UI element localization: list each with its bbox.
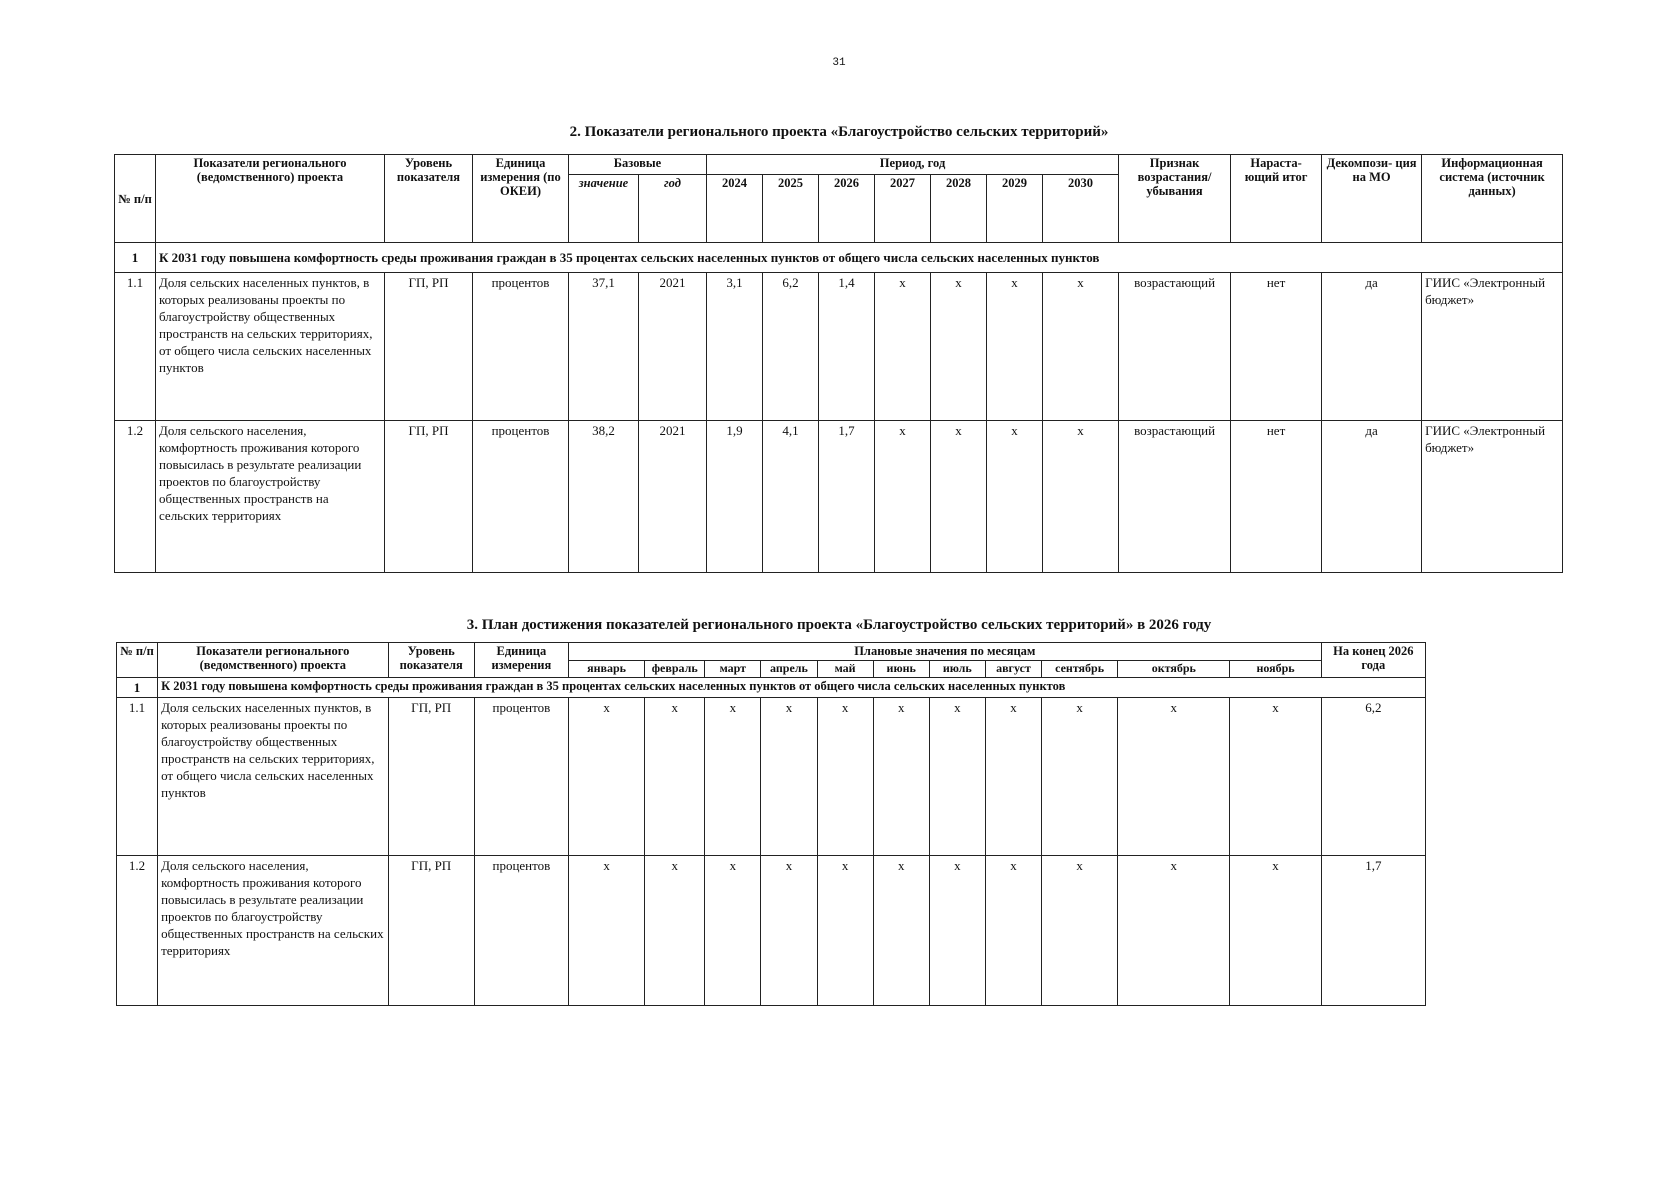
header-month: ноябрь	[1230, 661, 1321, 678]
row-indicator: Доля сельского населения, комфортность проживания которого повысилась в результате реализации проектов по благоустройству общественных пространств на сельских территориях	[156, 421, 385, 573]
row-year-value: х	[931, 421, 987, 573]
monthly-plan-table	[116, 642, 1426, 1006]
goal-text: К 2031 году повышена комфортность среды проживания граждан в 35 процентах сельских населенных пунктов от общего числа сельских населенных пунктов	[158, 678, 1426, 698]
header-year: 2024	[707, 175, 763, 243]
header-month: сентябрь	[1042, 661, 1118, 678]
indicators-table	[114, 154, 1563, 573]
row-month-value: х	[761, 698, 817, 856]
header-month: январь	[568, 661, 644, 678]
row-base-value: 38,2	[569, 421, 639, 573]
row-month-value: х	[873, 856, 929, 1006]
row-num: 1.2	[115, 421, 156, 573]
header-decomposition: Декомпози- ция на МО	[1322, 155, 1422, 243]
row-month-value: х	[1118, 856, 1230, 1006]
row-level: ГП, РП	[385, 273, 473, 421]
header-year: 2028	[931, 175, 987, 243]
row-decomposition: да	[1322, 273, 1422, 421]
header-info-system: Информационная система (источник данных)	[1422, 155, 1563, 243]
row-num: 1.1	[115, 273, 156, 421]
header-month: май	[817, 661, 873, 678]
header-month: февраль	[645, 661, 705, 678]
row-month-value: х	[1042, 698, 1118, 856]
row-indicator: Доля сельского населения, комфортность проживания которого повысилась в результате реализации проектов по благоустройству общественных пространств на сельских территориях	[158, 856, 389, 1006]
header-year: 2027	[875, 175, 931, 243]
header-unit: Единица измерения (по ОКЕИ)	[473, 155, 569, 243]
row-month-value: х	[1042, 856, 1118, 1006]
header-cumulative: Нараста- ющий итог	[1231, 155, 1322, 243]
row-month-value: х	[1230, 698, 1321, 856]
section2-title: 2. Показатели регионального проекта «Благоустройство сельских территорий»	[569, 124, 1109, 140]
row-sign: возрастающий	[1119, 421, 1231, 573]
row-unit: процентов	[474, 856, 568, 1006]
header-num: № п/п	[117, 643, 158, 678]
row-level: ГП, РП	[388, 856, 474, 1006]
row-indicator: Доля сельских населенных пунктов, в которых реализованы проекты по благоустройству общественных пространств на сельских территориях, от общего числа сельских населенных пунктов	[156, 273, 385, 421]
row-year-value: 3,1	[707, 273, 763, 421]
table-row	[115, 273, 1563, 421]
header-base: Базовые	[569, 155, 707, 175]
row-year-value: х	[987, 273, 1043, 421]
header-month: июль	[929, 661, 985, 678]
header-indicator: Показатели регионального (ведомственного) проекта	[158, 643, 389, 678]
header-unit: Единица измерения	[474, 643, 568, 678]
header-num: № п/п	[115, 155, 156, 243]
row-year-value: х	[1043, 273, 1119, 421]
row-decomposition: да	[1322, 421, 1422, 573]
row-year-end: 6,2	[1321, 698, 1425, 856]
header-month: март	[705, 661, 761, 678]
row-month-value: х	[1230, 856, 1321, 1006]
row-year-value: х	[875, 421, 931, 573]
header-period: Период, год	[707, 155, 1119, 175]
row-year-value: 6,2	[763, 273, 819, 421]
row-indicator: Доля сельских населенных пунктов, в которых реализованы проекты по благоустройству общественных пространств на сельских территориях, от общего числа сельских населенных пунктов	[158, 698, 389, 856]
page-number: 31	[832, 57, 846, 69]
row-num: 1.1	[117, 698, 158, 856]
row-month-value: х	[817, 698, 873, 856]
row-num: 1.2	[117, 856, 158, 1006]
header-level: Уровень показателя	[388, 643, 474, 678]
row-year-value: 4,1	[763, 421, 819, 573]
row-month-value: х	[873, 698, 929, 856]
row-base-year: 2021	[639, 421, 707, 573]
header-year: 2030	[1043, 175, 1119, 243]
row-month-value: х	[985, 698, 1041, 856]
row-year-value: х	[875, 273, 931, 421]
row-year-value: х	[931, 273, 987, 421]
header-year: 2025	[763, 175, 819, 243]
row-month-value: х	[568, 856, 644, 1006]
table-row	[117, 856, 1426, 1006]
row-base-year: 2021	[639, 273, 707, 421]
header-month: июнь	[873, 661, 929, 678]
row-month-value: х	[929, 856, 985, 1006]
row-month-value: х	[705, 856, 761, 1006]
row-month-value: х	[817, 856, 873, 1006]
header-planned: Плановые значения по месяцам	[568, 643, 1321, 661]
row-month-value: х	[761, 856, 817, 1006]
header-base-year: год	[639, 175, 707, 243]
row-month-value: х	[568, 698, 644, 856]
header-year: 2029	[987, 175, 1043, 243]
row-level: ГП, РП	[385, 421, 473, 573]
row-month-value: х	[985, 856, 1041, 1006]
row-month-value: х	[705, 698, 761, 856]
row-cumulative: нет	[1231, 421, 1322, 573]
goal-num: 1	[115, 243, 156, 273]
header-sign: Признак возрастания/ убывания	[1119, 155, 1231, 243]
row-level: ГП, РП	[388, 698, 474, 856]
section3-title: 3. План достижения показателей регионального проекта «Благоустройство сельских территорий» в 2026 году	[466, 617, 1212, 633]
header-year-end: На конец 2026 года	[1321, 643, 1425, 678]
row-month-value: х	[1118, 698, 1230, 856]
header-year: 2026	[819, 175, 875, 243]
row-month-value: х	[929, 698, 985, 856]
row-month-value: х	[645, 856, 705, 1006]
row-unit: процентов	[474, 698, 568, 856]
row-year-end: 1,7	[1321, 856, 1425, 1006]
header-month: август	[985, 661, 1041, 678]
goal-text: К 2031 году повышена комфортность среды проживания граждан в 35 процентах сельских населенных пунктов от общего числа сельских населенных пунктов	[156, 243, 1563, 273]
row-year-value: 1,7	[819, 421, 875, 573]
header-month: апрель	[761, 661, 817, 678]
row-unit: процентов	[473, 273, 569, 421]
header-level: Уровень показателя	[385, 155, 473, 243]
row-unit: процентов	[473, 421, 569, 573]
row-month-value: х	[645, 698, 705, 856]
header-month: октябрь	[1118, 661, 1230, 678]
row-year-value: 1,9	[707, 421, 763, 573]
row-sign: возрастающий	[1119, 273, 1231, 421]
table-row	[117, 698, 1426, 856]
header-indicator: Показатели регионального (ведомственного) проекта	[156, 155, 385, 243]
row-base-value: 37,1	[569, 273, 639, 421]
goal-num: 1	[117, 678, 158, 698]
row-info-system: ГИИС «Электронный бюджет»	[1422, 273, 1563, 421]
row-year-value: 1,4	[819, 273, 875, 421]
row-year-value: х	[987, 421, 1043, 573]
row-info-system: ГИИС «Электронный бюджет»	[1422, 421, 1563, 573]
table-row	[115, 421, 1563, 573]
header-base-value: значение	[569, 175, 639, 243]
row-year-value: х	[1043, 421, 1119, 573]
row-cumulative: нет	[1231, 273, 1322, 421]
